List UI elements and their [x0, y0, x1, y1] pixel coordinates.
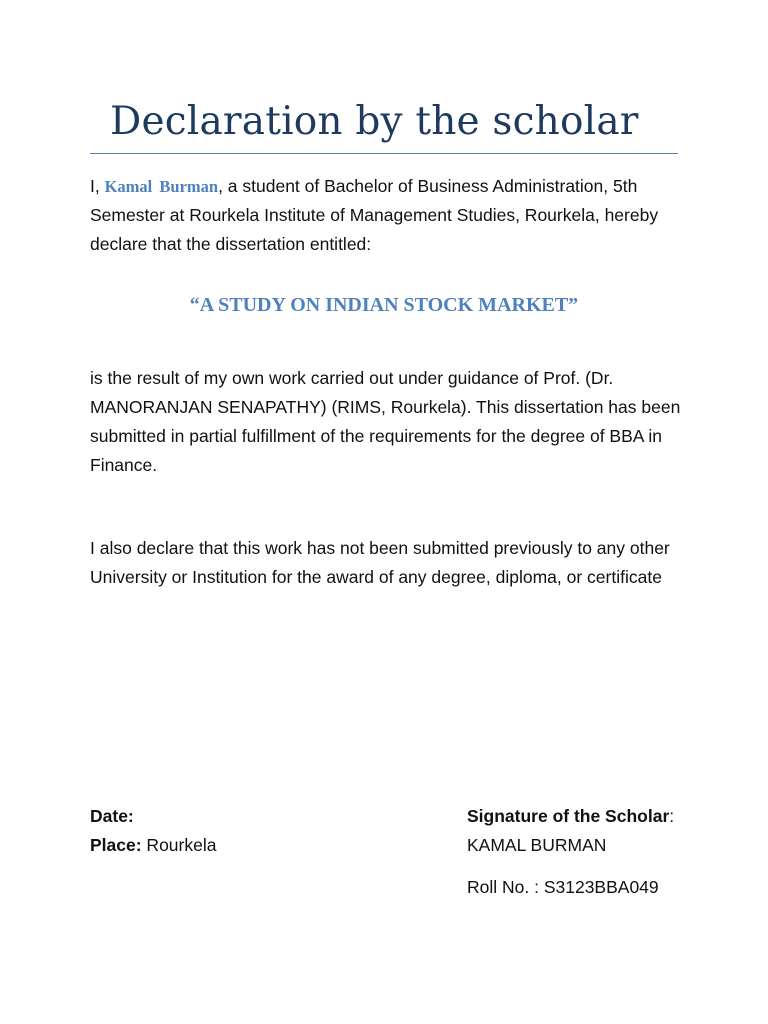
dissertation-title: “A STUDY ON INDIAN STOCK MARKET”	[189, 294, 579, 316]
title-underline-rule	[90, 153, 678, 154]
date-line	[90, 802, 134, 831]
date-label: Date:	[90, 806, 134, 826]
guidance-paragraph: is the result of my own work carried out under guidance of Prof. (Dr. MANORANJAN SENAPATHY) (RIMS, Rourkela). This dissertation has been submitted in partial fulfillment of the requirements for the degree of BBA in Finance.	[90, 368, 681, 475]
roll-number-line: Roll No. : S3123BBA049	[467, 877, 659, 897]
page-title: Declaration by the scholar	[110, 99, 639, 144]
intro-prefix: I,	[90, 176, 105, 196]
signature-label: Signature of the Scholar	[467, 806, 670, 826]
declaration-paragraph: I also declare that this work has not been submitted previously to any other University or Institution for the award of any degree, diploma, or certificate	[90, 538, 670, 587]
signature-line	[467, 802, 674, 831]
intro-suffix: , a student of Bachelor of Business Administration, 5th Semester at Rourkela Institute of Management Studies, Rourkela, hereby declare that the dissertation entitled:	[90, 176, 659, 254]
place-value: Rourkela	[141, 835, 217, 855]
place-line	[90, 831, 216, 860]
intro-paragraph	[90, 172, 690, 259]
scholar-name-line: KAMAL BURMAN	[467, 835, 607, 855]
signature-colon: :	[669, 806, 675, 826]
student-name: Kamal Burman	[104, 177, 219, 196]
place-label: Place:	[90, 835, 142, 855]
